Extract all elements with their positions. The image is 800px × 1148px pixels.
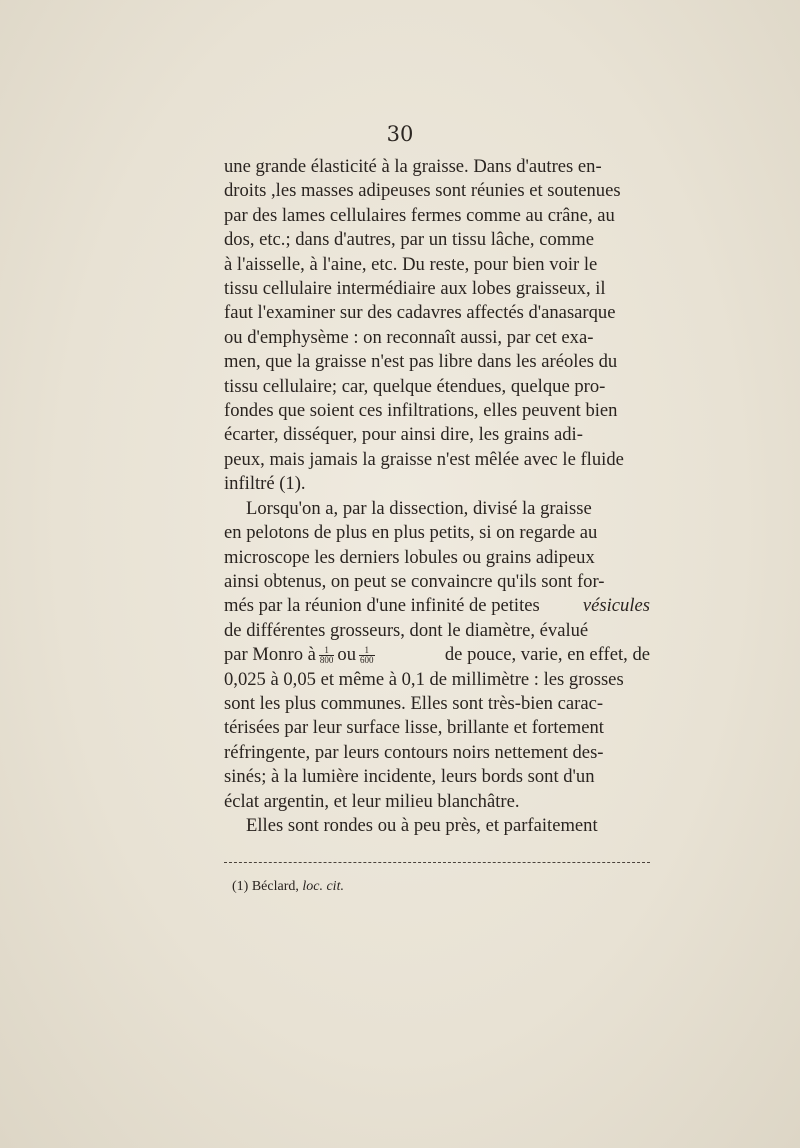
paragraph-start-line: Elles sont rondes ou à peu près, et parfaitement xyxy=(246,814,598,836)
text-line: par des lames cellulaires fermes comme au crâne, au xyxy=(224,204,615,226)
text-line: més par la réunion d'une infinité de petites vésicules xyxy=(224,594,650,618)
footnote xyxy=(232,879,344,895)
text-line: ainsi obtenus, on peut se convaincre qu'ils sont for- xyxy=(224,570,605,592)
page-number: 30 xyxy=(386,122,414,146)
text-line: faut l'examiner sur des cadavres affectés d'anasarque xyxy=(224,302,616,324)
italic-term: vésicules xyxy=(582,595,650,617)
footnote-marker: (1) Béclard, xyxy=(232,879,299,894)
text-line: réfringente, par leurs contours noirs nettement des- xyxy=(224,741,604,763)
text-line: dos, etc.; dans d'autres, par un tissu lâche, comme xyxy=(224,229,594,251)
body-text xyxy=(224,155,650,838)
text-line: men, que la graisse n'est pas libre dans les aréoles du xyxy=(224,351,618,373)
footnote-divider xyxy=(224,862,650,863)
text-line: infiltré (1). xyxy=(224,473,306,495)
text-line: éclat argentin, et leur milieu blanchâtre. xyxy=(224,790,520,812)
text-line: fondes que soient ces infiltrations, elles peuvent bien xyxy=(224,400,618,422)
text-line: térisées par leur surface lisse, brillante et fortement xyxy=(224,717,604,739)
text-line: droits ,les masses adipeuses sont réunies et soutenues xyxy=(224,180,621,202)
paragraph-start-line: Lorsqu'on a, par la dissection, divisé la graisse xyxy=(246,497,592,519)
text-line: tissu cellulaire; car, quelque étendues, quelque pro- xyxy=(224,375,606,397)
text-line: 0,025 à 0,05 et même à 0,1 de millimètre : les grosses xyxy=(224,668,624,690)
text-line: peux, mais jamais la graisse n'est mêlée avec le fluide xyxy=(224,448,624,470)
text-line: sont les plus communes. Elles sont très-bien carac- xyxy=(224,692,604,714)
text-line: sinés; à la lumière incidente, leurs bords sont d'un xyxy=(224,766,595,788)
fraction-1-600: $\frac{1}{600}$ xyxy=(360,645,374,666)
text-line: en pelotons de plus en plus petits, si on regarde au xyxy=(224,522,598,544)
text-line: de différentes grosseurs, dont le diamètre, évalué xyxy=(224,619,589,641)
text-line: microscope les derniers lobules ou grains adipeux xyxy=(224,546,595,568)
text-line: ou d'emphysème : on reconnaît aussi, par cet exa- xyxy=(224,326,594,348)
fraction-1-800: $\frac{1}{800}$ xyxy=(319,645,334,666)
footnote-citation: loc. cit. xyxy=(302,879,344,894)
text-line: écarter, disséquer, pour ainsi dire, les grains adi- xyxy=(224,424,583,446)
text-line: à l'aisselle, à l'aine, etc. Du reste, pour bien voir le xyxy=(224,253,598,275)
monro-measure-line: par Monro à $\frac{1}{800}$ ou $\frac{1}{600}$ de pouce, varie, en effet, de xyxy=(224,644,650,666)
text-line: une grande élasticité à la graisse. Dans d'autres en- xyxy=(224,156,602,177)
text-line: tissu cellulaire intermédiaire aux lobes graisseux, il xyxy=(224,278,606,300)
